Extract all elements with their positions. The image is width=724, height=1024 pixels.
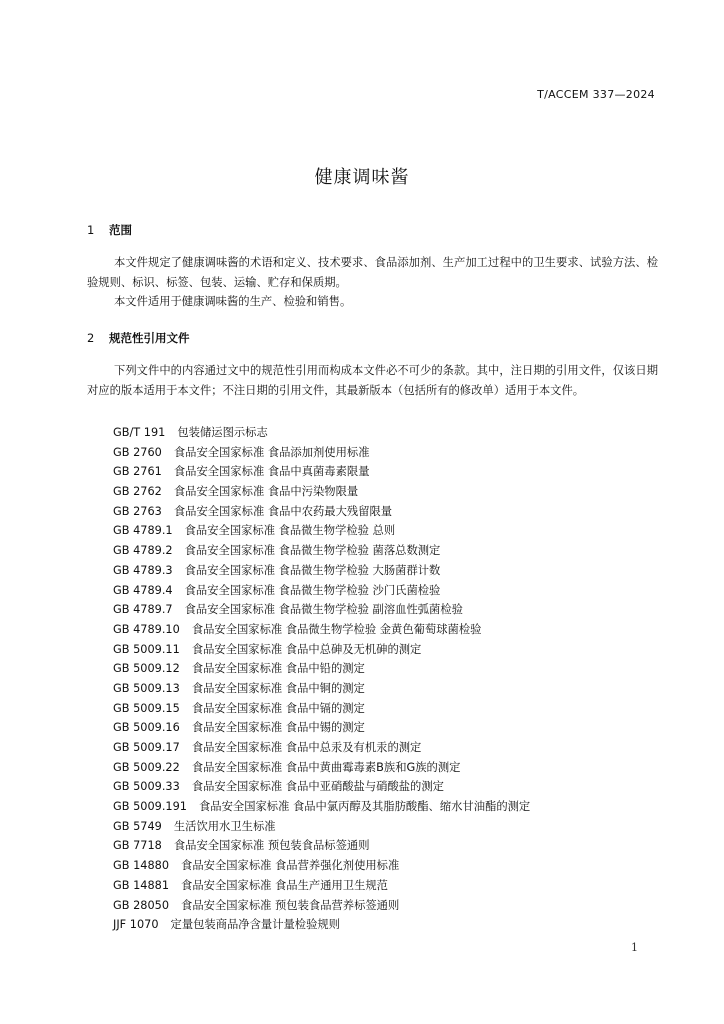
- reference-title: 食品安全国家标准 预包装食品标签通则: [173, 839, 370, 853]
- reference-item: [113, 876, 530, 896]
- section-2-number: 2: [87, 331, 95, 345]
- reference-item: [113, 521, 530, 541]
- reference-title: 食品安全国家标准 食品微生物学检验 菌落总数测定: [184, 544, 441, 558]
- reference-title: 生活饮用水卫生标准: [173, 819, 276, 833]
- reference-code: GB 4789.1: [113, 524, 173, 538]
- reference-item: [113, 423, 530, 443]
- reference-title: 食品安全国家标准 食品中黄曲霉毒素B族和G族的测定: [191, 760, 461, 774]
- reference-title: 食品安全国家标准 食品中铜的测定: [191, 681, 365, 695]
- reference-code: GB 5749: [113, 819, 162, 833]
- section-1-number: 1: [87, 223, 95, 237]
- reference-title: 包装储运图示标志: [177, 426, 268, 439]
- reference-item: [113, 797, 530, 817]
- reference-title: 定量包装商品净含量计量检验规则: [170, 918, 340, 932]
- reference-code: GB 5009.33: [113, 780, 180, 794]
- reference-item: [113, 856, 530, 876]
- standard-code: T/ACCEM 337—2024: [537, 88, 655, 101]
- page-number: 1: [631, 941, 638, 954]
- reference-title: 食品安全国家标准 食品中总砷及无机砷的测定: [191, 642, 422, 656]
- reference-code: GB 4789.10: [113, 622, 180, 636]
- reference-title: 食品安全国家标准 食品微生物学检验 副溶血性弧菌检验: [184, 603, 463, 617]
- reference-code: GB 2762: [113, 485, 162, 499]
- reference-item: [113, 443, 530, 463]
- normative-references-list: [113, 423, 530, 935]
- reference-item: [113, 600, 530, 620]
- reference-item: [113, 758, 530, 778]
- reference-title: 食品安全国家标准 食品中镉的测定: [191, 701, 365, 715]
- reference-title: 食品安全国家标准 食品添加剂使用标准: [173, 445, 370, 459]
- reference-item: [113, 699, 530, 719]
- reference-item: [113, 541, 530, 561]
- reference-title: 食品安全国家标准 食品中总汞及有机汞的测定: [191, 741, 422, 754]
- reference-item: [113, 738, 530, 758]
- reference-code: GB 5009.11: [113, 642, 180, 656]
- reference-item: [113, 679, 530, 699]
- reference-code: GB 14880: [113, 859, 170, 873]
- reference-item: [113, 659, 530, 679]
- document-title: 健康调味酱: [314, 167, 410, 188]
- reference-title: 食品安全国家标准 食品微生物学检验 金黄色葡萄球菌检验: [191, 622, 482, 636]
- reference-title: 食品安全国家标准 预包装食品营养标签通则: [181, 898, 400, 912]
- reference-code: GB 5009.16: [113, 721, 180, 735]
- reference-item: [113, 836, 530, 856]
- reference-item: [113, 462, 530, 482]
- reference-item: [113, 620, 530, 640]
- reference-title: 食品安全国家标准 食品中农药最大残留限量: [173, 504, 393, 518]
- reference-item: [113, 915, 530, 935]
- reference-title: 食品安全国家标准 食品微生物学检验 大肠菌群计数: [184, 563, 441, 577]
- reference-title: 食品安全国家标准 食品营养强化剂使用标准: [181, 859, 400, 873]
- section-2-title: 规范性引用文件: [109, 331, 190, 345]
- reference-title: 食品安全国家标准 食品微生物学检验 沙门氏菌检验: [184, 583, 441, 597]
- section-2-heading: [87, 330, 190, 346]
- reference-code: GB 5009.13: [113, 681, 180, 695]
- section-1-paragraph-2: 本文件适用于健康调味酱的生产、检验和销售。: [114, 295, 352, 308]
- section-1-paragraph-1: 本文件规定了健康调味酱的术语和定义、技术要求、食品添加剂、生产加工过程中的卫生要求、试验方法、检验规则、标识、标签、包装、运输、贮存和保质期。: [87, 256, 658, 289]
- reference-code: GB 5009.191: [113, 800, 187, 814]
- reference-item: [113, 640, 530, 660]
- reference-code: GB/T 191: [113, 426, 166, 439]
- reference-code: GB 5009.12: [113, 662, 180, 676]
- reference-code: GB 2763: [113, 504, 162, 518]
- reference-code: GB 5009.15: [113, 701, 180, 715]
- reference-item: [113, 896, 530, 916]
- reference-item: [113, 502, 530, 522]
- reference-code: GB 5009.22: [113, 760, 180, 774]
- reference-title: 食品安全国家标准 食品中锡的测定: [191, 721, 365, 735]
- reference-code: GB 4789.7: [113, 603, 173, 617]
- reference-code: GB 4789.4: [113, 583, 173, 597]
- reference-item: [113, 817, 530, 837]
- reference-code: GB 7718: [113, 839, 162, 853]
- section-1-title: 范围: [109, 223, 133, 237]
- reference-code: GB 2761: [113, 465, 162, 479]
- reference-item: [113, 482, 530, 502]
- section-1-heading: [87, 222, 132, 238]
- reference-code: GB 2760: [113, 445, 162, 459]
- reference-item: [113, 561, 530, 581]
- reference-item: [113, 581, 530, 601]
- reference-item: [113, 718, 530, 738]
- reference-title: 食品安全国家标准 食品中铅的测定: [191, 662, 365, 676]
- reference-code: JJF 1070: [113, 918, 159, 932]
- section-2-paragraph-1: 下列文件中的内容通过文中的规范性引用而构成本文件必不可少的条款。其中，注日期的引用文件，仅该日期对应的版本适用于本文件；不注日期的引用文件，其最新版本（包括所有的修改单）适用于本文件。: [87, 364, 658, 397]
- reference-title: 食品安全国家标准 食品中真菌毒素限量: [173, 465, 370, 479]
- reference-title: 食品安全国家标准 食品生产通用卫生规范: [181, 878, 388, 892]
- reference-title: 食品安全国家标准 食品微生物学检验 总则: [184, 524, 396, 538]
- reference-code: GB 4789.2: [113, 544, 173, 558]
- reference-code: GB 4789.3: [113, 563, 173, 577]
- reference-title: 食品安全国家标准 食品中亚硝酸盐与硝酸盐的测定: [191, 780, 444, 794]
- reference-title: 食品安全国家标准 食品中污染物限量: [173, 485, 359, 499]
- reference-code: GB 5009.17: [113, 741, 180, 754]
- reference-item: [113, 777, 530, 797]
- reference-code: GB 14881: [113, 878, 170, 892]
- reference-title: 食品安全国家标准 食品中氯丙醇及其脂肪酸酯、缩水甘油酯的测定: [199, 800, 531, 814]
- reference-code: GB 28050: [113, 898, 170, 912]
